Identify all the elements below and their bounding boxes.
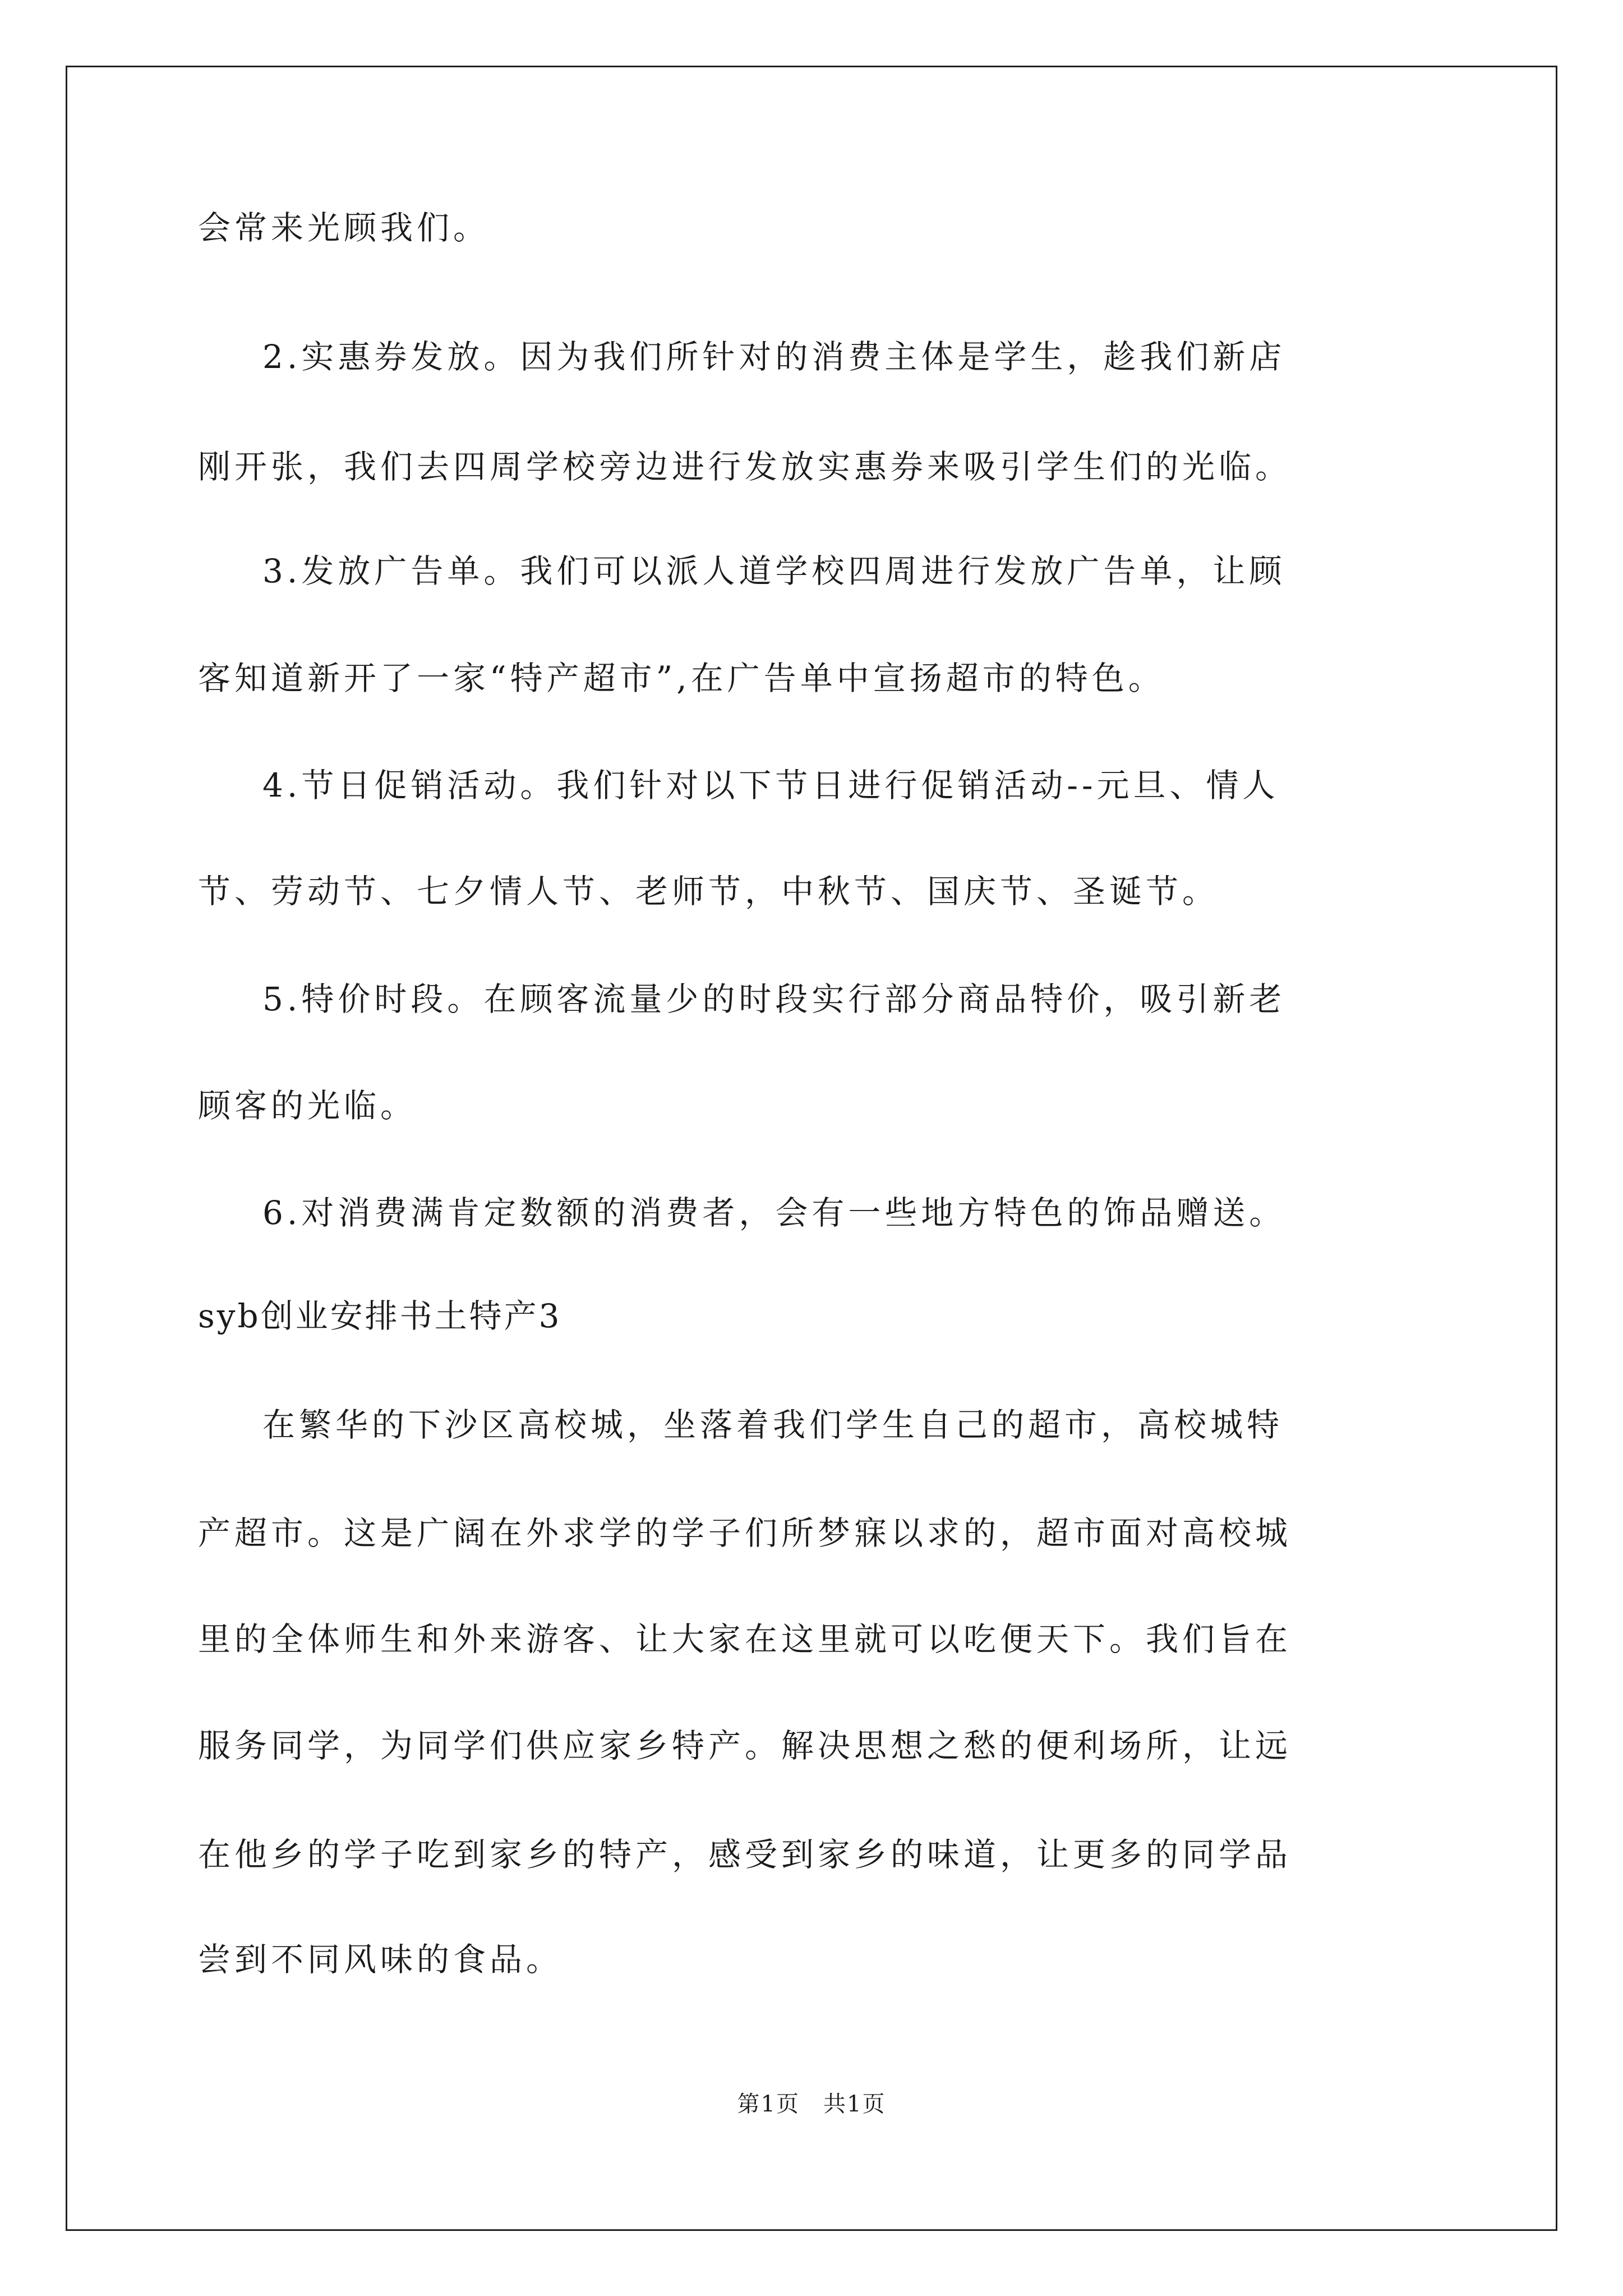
text-line: 2.实惠券发放。因为我们所针对的消费主体是学生，趁我们新店: [262, 338, 1286, 376]
page-border: [66, 66, 1557, 2231]
text-line: 顾客的光临。: [198, 1087, 417, 1125]
text-line: 在他乡的学子吃到家乡的特产，感受到家乡的味道，让更多的同学品: [198, 1835, 1292, 1874]
section-heading: syb创业安排书土特产3: [198, 1297, 562, 1335]
text-line: 刚开张，我们去四周学校旁边进行发放实惠券来吸引学生们的光临。: [198, 448, 1292, 486]
text-line: 产超市。这是广阔在外求学的学子们所梦寐以求的，超市面对高校城: [198, 1514, 1292, 1552]
text-line: 里的全体师生和外来游客、让大家在这里就可以吃便天下。我们旨在: [198, 1620, 1292, 1658]
text-line: 节、劳动节、七夕情人节、老师节，中秋节、国庆节、圣诞节。: [198, 872, 1219, 910]
text-line: 4.节日促销活动。我们针对以下节日进行促销活动--元旦、情人: [262, 766, 1279, 804]
text-line: 在繁华的下沙区高校城，坐落着我们学生自己的超市，高校城特: [262, 1406, 1284, 1444]
text-line: 尝到不同风味的食品。: [198, 1940, 563, 1978]
text-line: 5.特价时段。在顾客流量少的时段实行部分商品特价，吸引新老: [262, 980, 1286, 1018]
text-line: 客知道新开了一家“特产超市”,在广告单中宣扬超市的特色。: [198, 659, 1165, 697]
text-line: 会常来光顾我们。: [198, 209, 490, 247]
text-line: 服务同学，为同学们供应家乡特产。解决思想之愁的便利场所，让远: [198, 1727, 1292, 1765]
text-line: 6.对消费满肯定数额的消费者，会有一些地方特色的饰品赠送。: [262, 1194, 1286, 1232]
text-line: 3.发放广告单。我们可以派人道学校四周进行发放广告单，让顾: [262, 552, 1286, 590]
page-footer: 第1页 共1页: [737, 2091, 886, 2117]
